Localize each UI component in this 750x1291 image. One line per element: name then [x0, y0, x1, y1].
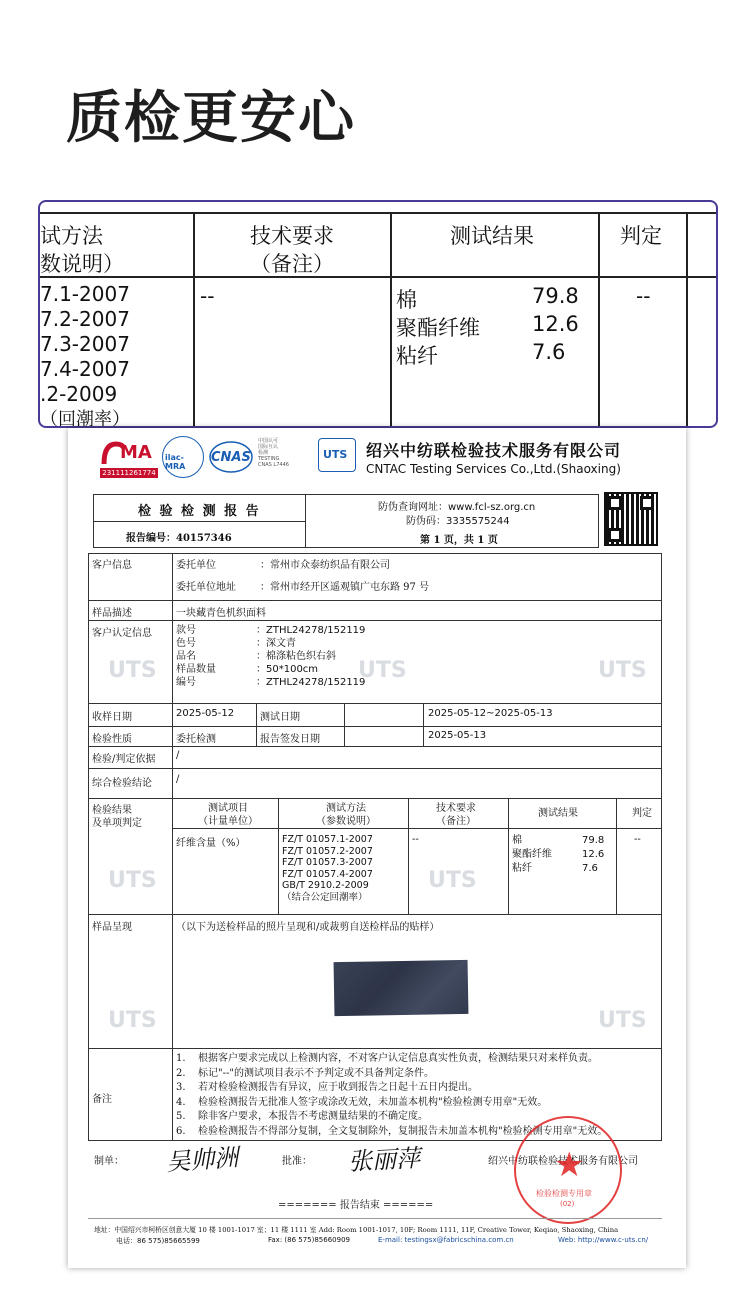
customer-field-values: [256, 624, 365, 689]
results-label-2: 及单项判定: [92, 818, 142, 829]
zoom-method-5: .2-2009: [40, 382, 118, 406]
client-address-value: ：常州市经开区遥观镇广屯东路 97 号: [260, 582, 430, 593]
report-title: 检 验 检 测 报 告: [138, 504, 261, 519]
zoom-header-result: 测试结果: [450, 224, 534, 248]
result-name: 粘纤: [512, 863, 532, 874]
cnas-text: [258, 438, 289, 468]
cma-code: 231111261774: [100, 468, 158, 478]
report-end: ======= 报告结束 ======: [278, 1200, 434, 1211]
footer-tel: 电话：86 575)85665599: [116, 1237, 200, 1245]
issue-date-value: 2025-05-13: [428, 730, 487, 741]
result-value: 12.6: [582, 849, 605, 860]
conclusion-label: 综合检验结论: [92, 778, 152, 789]
customer-field-keys: [176, 624, 216, 689]
cnas-logo: [208, 438, 254, 476]
official-stamp: [514, 1116, 622, 1224]
result-names: [512, 834, 552, 876]
zoom-result-value-1: 79.8: [532, 284, 579, 308]
col-req-header: [436, 802, 476, 828]
test-date-value: 2025-05-12~2025-05-13: [428, 708, 553, 719]
anti-fake-label: 防伪查询网址：: [378, 502, 448, 513]
company-name-footer: 绍兴中纺联检验技术服务有限公司: [488, 1156, 638, 1167]
compiler-signature: 吴帅洲: [165, 1143, 240, 1177]
client-info-label: 客户信息: [92, 560, 132, 571]
cnas-text-3: 检测: [258, 450, 269, 456]
zoom-req: --: [200, 284, 215, 308]
customer-confirm-label: 客户认定信息: [92, 628, 152, 639]
col-item-header: [198, 802, 258, 828]
field-key: 款号: [176, 625, 196, 636]
zoom-header-req-2: （备注）: [250, 252, 334, 276]
test-method: FZ/T 01057.4-2007: [282, 868, 373, 880]
zoom-verdict: --: [636, 284, 651, 308]
approver-label: 批准：: [282, 1156, 312, 1167]
watermark-logo: UTS: [598, 1008, 647, 1033]
uts-mark: UTS: [323, 448, 348, 461]
zoom-header-verdict: 判定: [620, 224, 662, 248]
field-key: 色号: [176, 638, 196, 649]
page-headline: 质检更安心: [66, 86, 356, 151]
field-value: ：50*100cm: [256, 664, 319, 675]
col-method-header: [316, 802, 376, 828]
page-info: 第 1 页，共 1 页: [420, 535, 498, 546]
footer-website[interactable]: Web: http://www.c-uts.cn/: [558, 1236, 649, 1244]
test-method: GB/T 2910.2-2009: [282, 880, 369, 891]
issue-date-label: 报告签发日期: [260, 734, 320, 745]
field-value: ：ZTHL24278/152119: [256, 677, 366, 688]
zoom-methods: [40, 282, 130, 428]
sample-show-note: （以下为送检样品的照片呈现和/或裁剪自送检样品的贴样）: [176, 922, 440, 933]
zoom-result-name-3: 粘纤: [396, 344, 438, 368]
fabric-sample-photo: [330, 933, 472, 1041]
remarks-numbers: [176, 1052, 186, 1139]
receive-date-value: 2025-05-12: [176, 708, 235, 719]
result-name: 棉: [512, 835, 522, 846]
nature-value: 委托检测: [176, 734, 216, 745]
fabric-swatch: [334, 960, 469, 1016]
test-method: FZ/T 01057.3-2007: [282, 857, 373, 868]
zoom-header-req-1: 技术要求: [250, 224, 334, 248]
remark-item: 除非客户要求，本报告不考虑测量结果的不确定度。: [198, 1111, 428, 1122]
zoom-result-name-1: 棉: [396, 288, 417, 312]
test-date-label: 测试日期: [260, 712, 300, 723]
remark-item: 若对检验检测报告有异议，应于收到报告之日起十五日内提出。: [198, 1082, 478, 1093]
remark-item: 标记"--"的测试项目表示不予判定或不具备判定条件。: [198, 1067, 434, 1079]
basis-value: /: [176, 750, 180, 761]
footer-address: 地址：中国绍兴市柯桥区创意大厦 10 楼 1001-1017 室；11 楼 1111 室 Add: Room 1001-1017, 10F; Room 1111, 11F, Creative Tower, Keqiao, Shaoxing, China: [94, 1226, 619, 1234]
watermark-logo: UTS: [108, 658, 157, 683]
stamp-number: (02): [560, 1200, 575, 1208]
zoom-header-method-2: 数说明）: [40, 252, 124, 276]
cnas-text-5: CNAS L7446: [258, 462, 289, 468]
remark-item: 检验检测报告不得部分复制，全文复制除外，复制报告未加盖本机构"检验检测专用章"无效。: [198, 1125, 608, 1137]
zoom-result-name-2: 聚酯纤维: [396, 316, 480, 340]
col-req-1: 技术要求: [436, 803, 476, 814]
col-method-1: 测试方法: [326, 803, 366, 814]
col-item-1: 测试项目: [208, 803, 248, 814]
anti-code-value: 3335575244: [446, 516, 510, 527]
uts-logo: [318, 438, 356, 472]
col-result-header: 测试结果: [538, 808, 578, 819]
conclusion-value: /: [176, 774, 180, 785]
stamp-star-icon: ★: [554, 1145, 585, 1185]
verdict-value: --: [634, 834, 641, 845]
company-name-cn: 绍兴中纺联检验技术服务有限公司: [366, 441, 622, 460]
remark-item: 检验检测报告无批准人签字或涂改无效，未加盖本机构"检验检测专用章"无效。: [198, 1096, 548, 1108]
stamp-text: 检验检测专用章: [536, 1189, 592, 1198]
footer-email[interactable]: E-mail: testingsx@fabricschina.com.cn: [378, 1236, 514, 1244]
anti-fake-url: [378, 498, 535, 513]
col-method-2: （参数说明）: [316, 816, 376, 827]
cnas-text-2: 国际互认: [258, 444, 279, 450]
zoom-method-6: （回潮率）: [40, 409, 130, 428]
field-value: ：棉涤粘色织右斜: [256, 651, 336, 662]
remark-number: 6.: [176, 1125, 186, 1137]
test-method: FZ/T 01057.1-2007: [282, 834, 373, 845]
ilac-mra-mark: ilac-MRA: [165, 453, 186, 471]
remark-number: 4.: [176, 1096, 186, 1108]
results-label-1: 检验结果: [92, 805, 132, 816]
zoom-method-1: 7.1-2007: [40, 282, 130, 306]
field-value: ：深文青: [256, 638, 296, 649]
test-method: （结合公定回潮率）: [282, 891, 368, 903]
cma-mark: MA: [120, 442, 152, 463]
qr-code: [604, 492, 658, 546]
client-label: 委托单位: [176, 560, 216, 571]
remarks-label: 备注: [92, 1094, 112, 1105]
client-address-label: 委托单位地址: [176, 582, 236, 593]
test-item: 纤维含量（%）: [176, 838, 246, 849]
result-values: [582, 834, 604, 876]
anti-code-label: 防伪码：: [406, 516, 446, 527]
test-methods: [282, 834, 373, 903]
zoom-result-value-3: 7.6: [532, 340, 566, 364]
footer-fax: Fax: (86 575)85660909: [268, 1236, 350, 1244]
nature-label: 检验性质: [92, 734, 132, 745]
zoom-result-value-2: 12.6: [532, 312, 579, 336]
watermark-logo: UTS: [358, 658, 407, 683]
anti-fake-code: [406, 512, 510, 527]
client-value: ：常州市众泰纺织品有限公司: [260, 560, 390, 571]
sample-show-label: 样品呈现: [92, 922, 132, 933]
remark-number: 3.: [176, 1082, 186, 1093]
ilac-mra-logo: [162, 436, 204, 478]
zoom-method-3: 7.3-2007: [40, 332, 130, 356]
zoom-header-method-1: 试方法: [40, 224, 103, 248]
report-no-label: 报告编号：: [126, 533, 176, 544]
receive-date-label: 收样日期: [92, 712, 132, 723]
report-number: [126, 529, 232, 544]
zoom-method-4: 7.4-2007: [40, 357, 130, 381]
result-value: 7.6: [582, 863, 598, 874]
remark-number: 1.: [176, 1053, 186, 1064]
zoomed-results-callout: [38, 200, 718, 428]
compiler-label: 制单：: [94, 1156, 124, 1167]
cnas-mark: CNAS: [211, 450, 251, 465]
sample-desc-value: 一块藏青色机织面料: [176, 608, 266, 619]
results-label: [92, 804, 142, 830]
test-method: FZ/T 01057.2-2007: [282, 845, 373, 857]
remark-number: 5.: [176, 1111, 186, 1122]
watermark-logo: UTS: [598, 658, 647, 683]
test-report-document: [68, 428, 686, 1268]
remark-item: 根据客户要求完成以上检测内容，不对客户认定信息真实性负责，检测结果只对来样负责。: [198, 1053, 598, 1064]
field-key: 编号: [176, 677, 196, 688]
col-item-2: （计量单位）: [198, 816, 258, 827]
approver-signature: 张丽萍: [347, 1144, 421, 1176]
watermark-logo: UTS: [108, 868, 157, 893]
anti-fake-url-value: www.fcl-sz.org.cn: [448, 502, 536, 513]
cnas-text-1: 中国认可: [258, 438, 279, 444]
sample-desc-label: 样品描述: [92, 608, 132, 619]
info-table: [88, 553, 662, 915]
report-no-value: 40157346: [176, 533, 232, 544]
col-verdict-header: 判定: [632, 808, 652, 819]
basis-label: 检验/判定依据: [92, 754, 156, 765]
result-name: 聚酯纤维: [512, 849, 552, 860]
tech-requirement: --: [412, 834, 419, 845]
col-req-2: （备注）: [436, 816, 476, 827]
field-value: ：ZTHL24278/152119: [256, 625, 366, 636]
cma-logo: [100, 438, 156, 478]
zoom-method-2: 7.2-2007: [40, 307, 130, 331]
watermark-logo: UTS: [428, 868, 477, 893]
remark-number: 2.: [176, 1067, 186, 1079]
result-value: 79.8: [582, 835, 605, 846]
field-key: 样品数量: [176, 664, 216, 675]
field-key: 品名: [176, 651, 196, 662]
cnas-text-4: TESTING: [258, 456, 280, 462]
company-name-en: CNTAC Testing Services Co.,Ltd.(Shaoxing): [366, 462, 621, 476]
watermark-logo: UTS: [108, 1008, 157, 1033]
